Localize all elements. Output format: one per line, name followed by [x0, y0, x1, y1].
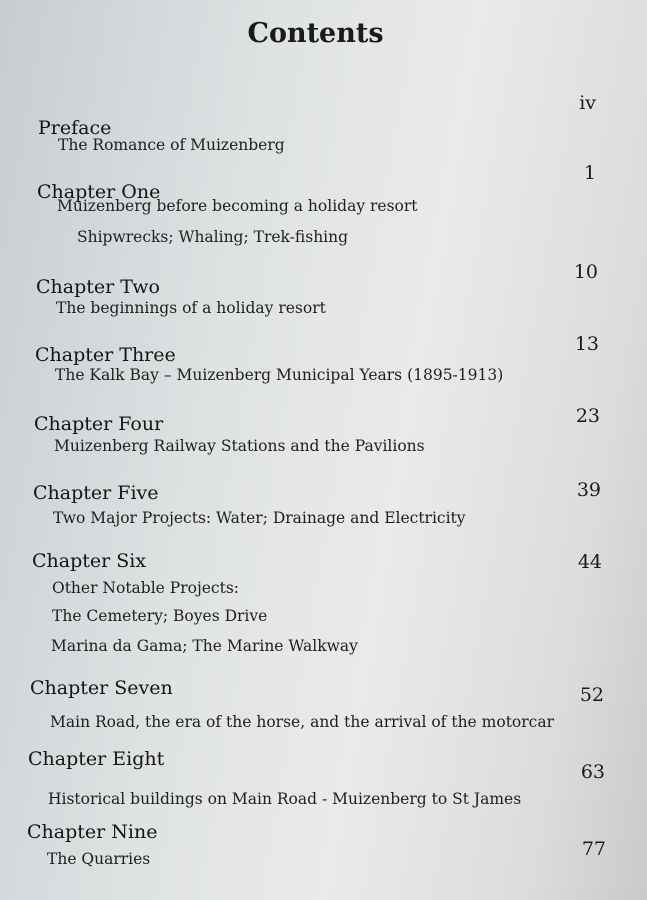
chapter-subtitle: The Quarries: [47, 850, 151, 868]
page-number: 10: [573, 261, 598, 283]
page-number: 13: [574, 333, 599, 355]
chapter-subtitle: Other Notable Projects:: [52, 579, 240, 597]
page-number: 63: [580, 761, 605, 783]
chapter-title: Chapter Three: [35, 344, 176, 366]
page-number: iv: [579, 92, 596, 114]
chapter-subtitle: Marina da Gama; The Marine Walkway: [51, 637, 358, 655]
chapter-subtitle: The Cemetery; Boyes Drive: [52, 607, 268, 625]
chapter-title: Chapter Six: [32, 550, 147, 572]
page-number: 39: [576, 479, 601, 501]
chapter-title: Chapter One: [37, 181, 161, 203]
chapter-subtitle: Shipwrecks; Whaling; Trek-fishing: [77, 228, 349, 246]
page-number: 44: [577, 551, 602, 573]
chapter-subtitle: Historical buildings on Main Road - Muizenberg to St James: [48, 790, 522, 808]
page-number: 52: [579, 684, 604, 706]
chapter-subtitle: Two Major Projects: Water; Drainage and Electricity: [53, 509, 466, 527]
chapter-title: Chapter Eight: [28, 748, 165, 770]
chapter-title: Preface: [38, 117, 112, 139]
chapter-title: Chapter Nine: [27, 821, 158, 843]
chapter-title: Chapter Two: [36, 276, 160, 298]
page-number: 23: [575, 405, 600, 427]
chapter-subtitle: The beginnings of a holiday resort: [56, 299, 326, 317]
chapter-subtitle: Muizenberg Railway Stations and the Pavilions: [54, 437, 425, 455]
chapter-title: Chapter Seven: [30, 677, 173, 699]
chapter-title: Chapter Five: [33, 482, 159, 504]
chapter-subtitle: The Romance of Muizenberg: [58, 136, 285, 154]
page-number: 77: [581, 838, 606, 860]
chapter-subtitle: Muizenberg before becoming a holiday resort: [57, 197, 418, 215]
page-title: Contents: [247, 18, 384, 49]
chapter-subtitle: The Kalk Bay – Muizenberg Municipal Years (1895-1913): [55, 366, 504, 384]
chapter-subtitle: Main Road, the era of the horse, and the arrival of the motorcar: [50, 713, 554, 731]
page-number: 1: [583, 162, 596, 184]
chapter-title: Chapter Four: [34, 413, 164, 435]
